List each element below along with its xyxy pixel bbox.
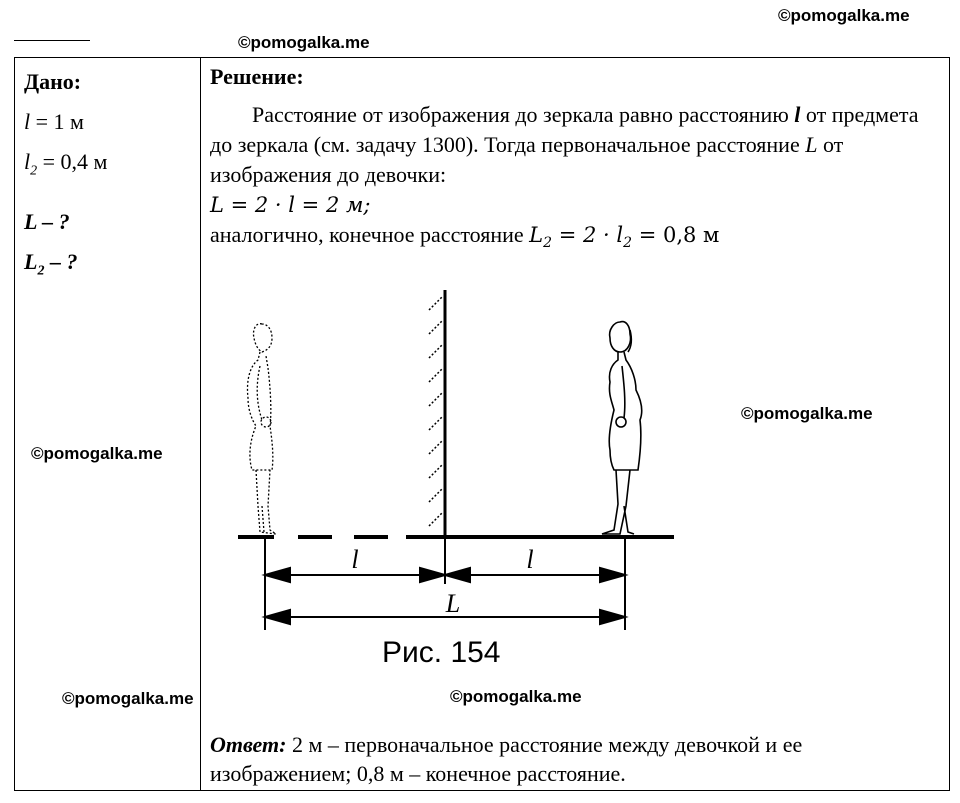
answer-block <box>210 730 935 788</box>
watermark-mid-left: ©pomogalka.me <box>31 444 163 463</box>
l-value: = 1 м <box>30 109 84 134</box>
girl-real <box>602 322 642 534</box>
formula-2-line <box>210 220 935 258</box>
find-L: L – ? <box>24 209 70 234</box>
l2-value: = 0,4 м <box>37 149 108 174</box>
p1-l: l <box>794 102 801 127</box>
given-l2 <box>24 142 107 182</box>
figure-caption: Рис. 154 <box>382 636 501 669</box>
analog-text: аналогично, конечное расстояние <box>210 222 530 247</box>
formula-1: L = 2 · l = 2 м; <box>210 193 371 217</box>
watermark-bottom-left: ©pomogalka.me <box>62 689 194 708</box>
f2-sub2: 2 <box>623 235 633 252</box>
given-l <box>24 102 107 142</box>
f2-L: L <box>529 223 544 247</box>
find-L2-subscript: 2 <box>37 263 45 279</box>
solution-heading: Решение: <box>210 64 304 89</box>
l-symbol: l <box>24 109 31 134</box>
label-l-right: l <box>526 545 534 574</box>
find-L2 <box>24 242 107 282</box>
mirror-figure <box>200 280 720 640</box>
find-L2-symbol: L <box>24 249 38 274</box>
f2-end: = 0,8 м <box>632 223 720 247</box>
solution-column <box>210 62 935 258</box>
p1-part1: Расстояние от изображения до зеркала равно расстоянию <box>252 102 795 127</box>
given-column <box>24 62 107 282</box>
label-l-left: l <box>351 545 359 574</box>
solution-paragraph <box>210 100 935 190</box>
l2-subscript: 2 <box>30 163 38 179</box>
watermark-top-right: ©pomogalka.me <box>778 6 910 25</box>
watermark-bottom-center: ©pomogalka.me <box>450 687 582 706</box>
p1-L: L <box>805 132 818 157</box>
l2-symbol: l <box>24 149 31 174</box>
label-L: L <box>445 589 461 618</box>
answer-text: 2 м – первоначальное расстояние между девочкой и ее изображением; 0,8 м – конечное расстояние. <box>210 732 803 786</box>
p1-part2: от предмета до зеркала (см. задачу 1300). Тогда первоначальное расстояние <box>210 102 919 157</box>
watermark-top-center: ©pomogalka.me <box>238 33 370 52</box>
f2-mid: = 2 · l <box>552 223 624 247</box>
answer-label: Ответ: <box>210 732 287 757</box>
mirror-hatching <box>429 296 443 526</box>
p1-part3: от изображения до девочки: <box>210 132 844 187</box>
top-short-rule <box>14 40 90 41</box>
f2-sub1: 2 <box>543 235 553 252</box>
given-heading: Дано: <box>24 69 82 94</box>
watermark-mid-right: ©pomogalka.me <box>741 404 873 423</box>
girl-image-dotted <box>247 324 276 534</box>
find-L2-rest: – ? <box>44 249 78 274</box>
